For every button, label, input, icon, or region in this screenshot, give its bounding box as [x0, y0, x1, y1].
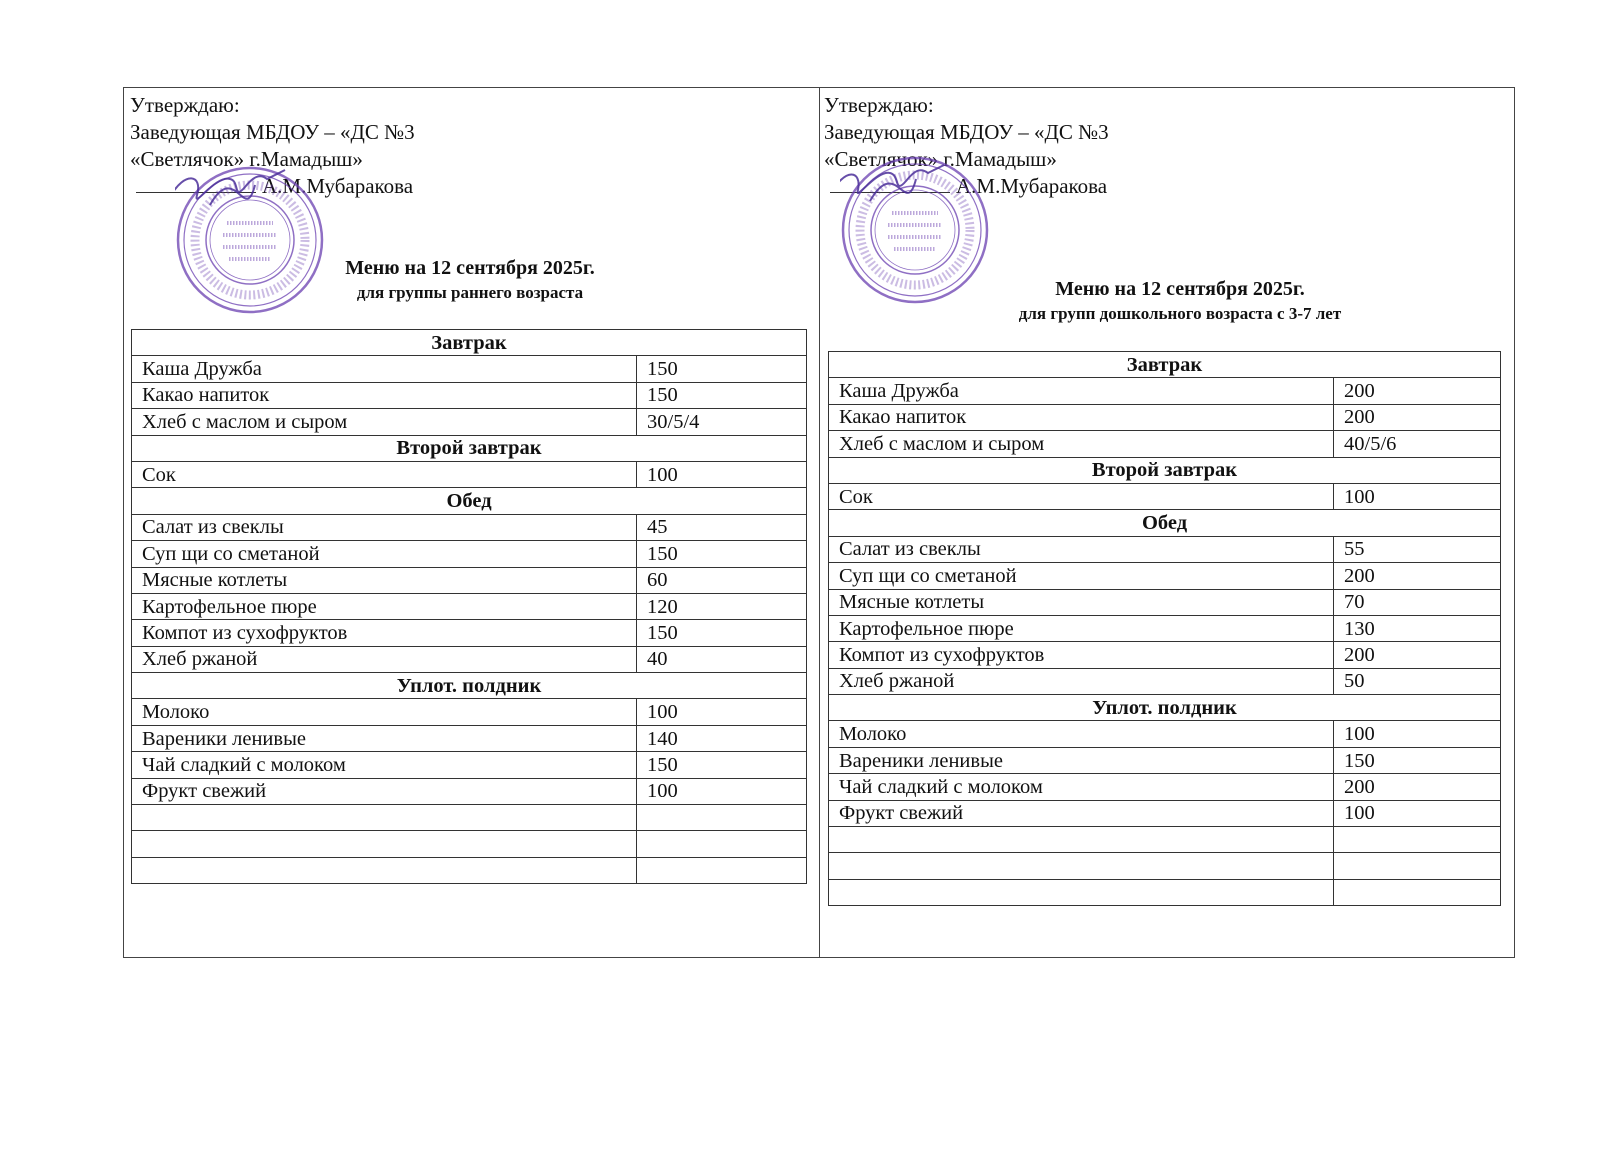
- dish-name: Вареники ленивые: [829, 747, 1334, 773]
- panel-divider: [819, 87, 820, 958]
- dish-name: Картофельное пюре: [829, 615, 1334, 641]
- portion-amount: 100: [1334, 721, 1501, 747]
- left-menu-table: [131, 329, 807, 884]
- dish-name: Чай сладкий с молоком: [132, 752, 637, 778]
- dish-name: Каша Дружба: [829, 378, 1334, 404]
- portion-amount: 50: [1334, 668, 1501, 694]
- menu-subtitle: для групп дошкольного возраста с 3-7 лет: [1018, 304, 1342, 323]
- section-header-row: [829, 510, 1501, 536]
- empty-cell: [829, 879, 1334, 905]
- portion-amount: 150: [1334, 747, 1501, 773]
- right-approval-block: [824, 92, 1109, 200]
- portion-amount: 150: [637, 356, 807, 382]
- empty-cell: [1334, 827, 1501, 853]
- empty-cell: [637, 857, 807, 883]
- table-row: [829, 774, 1501, 800]
- dish-name: Хлеб ржаной: [132, 646, 637, 672]
- portion-amount: 200: [1334, 642, 1501, 668]
- table-row: [132, 541, 807, 567]
- empty-row: [132, 831, 807, 857]
- section-title: Второй завтрак: [132, 435, 807, 461]
- table-row: [132, 409, 807, 435]
- table-row: [132, 567, 807, 593]
- portion-amount: 120: [637, 593, 807, 619]
- dish-name: Хлеб с маслом и сыром: [829, 431, 1334, 457]
- section-header-row: [132, 435, 807, 461]
- table-row: [829, 668, 1501, 694]
- empty-cell: [637, 805, 807, 831]
- portion-amount: 200: [1334, 404, 1501, 430]
- portion-amount: 150: [637, 541, 807, 567]
- dish-name: Мясные котлеты: [132, 567, 637, 593]
- left-approval-block: [130, 92, 415, 200]
- section-header-row: [829, 457, 1501, 483]
- empty-row: [829, 827, 1501, 853]
- portion-amount: 100: [637, 461, 807, 487]
- table-row: [829, 536, 1501, 562]
- section-header-row: [132, 673, 807, 699]
- signature-underline: [136, 192, 256, 193]
- dish-name: Картофельное пюре: [132, 593, 637, 619]
- dish-name: Компот из сухофруктов: [132, 620, 637, 646]
- table-row: [829, 378, 1501, 404]
- table-row: [829, 589, 1501, 615]
- portion-amount: 200: [1334, 563, 1501, 589]
- dish-name: Суп щи со сметаной: [829, 563, 1334, 589]
- table-row: [829, 404, 1501, 430]
- portion-amount: 30/5/4: [637, 409, 807, 435]
- approval-heading: Утверждаю:: [824, 93, 934, 117]
- portion-amount: 45: [637, 514, 807, 540]
- table-row: [132, 382, 807, 408]
- portion-amount: 60: [637, 567, 807, 593]
- table-row: [132, 778, 807, 804]
- empty-cell: [132, 805, 637, 831]
- portion-amount: 130: [1334, 615, 1501, 641]
- table-row: [132, 620, 807, 646]
- portion-amount: 150: [637, 620, 807, 646]
- section-header-row: [132, 488, 807, 514]
- table-row: [132, 356, 807, 382]
- approval-heading: Утверждаю:: [130, 93, 240, 117]
- table-row: [132, 514, 807, 540]
- portion-amount: 100: [1334, 800, 1501, 826]
- portion-amount: 40/5/6: [1334, 431, 1501, 457]
- dish-name: Фрукт свежий: [829, 800, 1334, 826]
- dish-name: Вареники ленивые: [132, 725, 637, 751]
- portion-amount: 40: [637, 646, 807, 672]
- table-row: [829, 721, 1501, 747]
- approval-signature-line: [824, 173, 1109, 200]
- dish-name: Сок: [829, 483, 1334, 509]
- portion-amount: 200: [1334, 774, 1501, 800]
- empty-cell: [132, 831, 637, 857]
- table-row: [132, 593, 807, 619]
- right-menu-table: [828, 351, 1501, 906]
- dish-name: Хлеб ржаной: [829, 668, 1334, 694]
- table-row: [829, 642, 1501, 668]
- section-header-row: [829, 352, 1501, 378]
- approval-signer: А.М.Мубаракова: [956, 174, 1108, 198]
- section-header-row: [132, 330, 807, 356]
- dish-name: Каша Дружба: [132, 356, 637, 382]
- section-header-row: [829, 695, 1501, 721]
- left-menu-title-block: [300, 255, 640, 305]
- portion-amount: 100: [637, 778, 807, 804]
- dish-name: Салат из свеклы: [132, 514, 637, 540]
- empty-cell: [132, 857, 637, 883]
- portion-amount: 150: [637, 752, 807, 778]
- empty-cell: [637, 831, 807, 857]
- dish-name: Хлеб с маслом и сыром: [132, 409, 637, 435]
- dish-name: Компот из сухофруктов: [829, 642, 1334, 668]
- empty-cell: [1334, 853, 1501, 879]
- menu-title: Меню на 12 сентября 2025г.: [345, 257, 595, 279]
- table-row: [132, 699, 807, 725]
- section-title: Обед: [829, 510, 1501, 536]
- portion-amount: 200: [1334, 378, 1501, 404]
- portion-amount: 140: [637, 725, 807, 751]
- table-row: [829, 563, 1501, 589]
- dish-name: Фрукт свежий: [132, 778, 637, 804]
- approval-signer: А.М.Мубаракова: [262, 174, 414, 198]
- table-row: [829, 800, 1501, 826]
- portion-amount: 55: [1334, 536, 1501, 562]
- menu-subtitle: для группы раннего возраста: [356, 283, 584, 302]
- right-menu-title-block: [970, 276, 1390, 326]
- section-title: Завтрак: [132, 330, 807, 356]
- empty-cell: [829, 827, 1334, 853]
- table-row: [132, 752, 807, 778]
- dish-name: Салат из свеклы: [829, 536, 1334, 562]
- empty-cell: [829, 853, 1334, 879]
- dish-name: Суп щи со сметаной: [132, 541, 637, 567]
- approval-signature-line: [130, 173, 415, 200]
- section-title: Уплот. полдник: [829, 695, 1501, 721]
- table-row: [829, 431, 1501, 457]
- signature-underline: [830, 192, 950, 193]
- section-title: Завтрак: [829, 352, 1501, 378]
- approval-position: Заведующая МБДОУ – «ДС №3: [130, 120, 415, 144]
- approval-organization: «Светлячок» г.Мамадыш»: [130, 147, 363, 171]
- table-row: [829, 615, 1501, 641]
- section-title: Второй завтрак: [829, 457, 1501, 483]
- table-row: [132, 646, 807, 672]
- table-row: [132, 461, 807, 487]
- dish-name: Сок: [132, 461, 637, 487]
- approval-organization: «Светлячок» г.Мамадыш»: [824, 147, 1057, 171]
- empty-row: [829, 853, 1501, 879]
- dish-name: Молоко: [829, 721, 1334, 747]
- section-title: Уплот. полдник: [132, 673, 807, 699]
- empty-cell: [1334, 879, 1501, 905]
- dish-name: Мясные котлеты: [829, 589, 1334, 615]
- portion-amount: 150: [637, 382, 807, 408]
- dish-name: Какао напиток: [829, 404, 1334, 430]
- empty-row: [829, 879, 1501, 905]
- dish-name: Какао напиток: [132, 382, 637, 408]
- empty-row: [132, 857, 807, 883]
- portion-amount: 70: [1334, 589, 1501, 615]
- table-row: [829, 747, 1501, 773]
- section-title: Обед: [132, 488, 807, 514]
- portion-amount: 100: [637, 699, 807, 725]
- dish-name: Молоко: [132, 699, 637, 725]
- approval-position: Заведующая МБДОУ – «ДС №3: [824, 120, 1109, 144]
- table-row: [132, 725, 807, 751]
- table-row: [829, 483, 1501, 509]
- dish-name: Чай сладкий с молоком: [829, 774, 1334, 800]
- empty-row: [132, 805, 807, 831]
- portion-amount: 100: [1334, 483, 1501, 509]
- menu-title: Меню на 12 сентября 2025г.: [1055, 278, 1305, 300]
